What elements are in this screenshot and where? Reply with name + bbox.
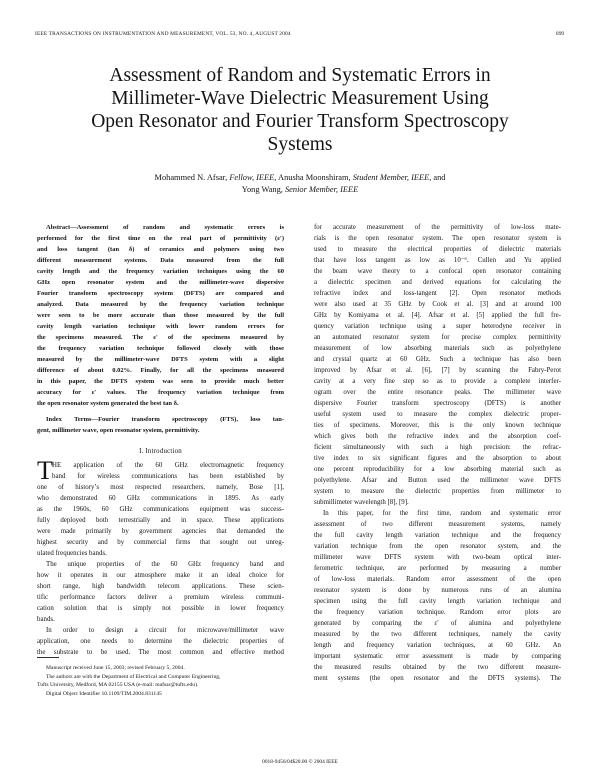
body-line: ferometric technique, are performed by measuring a number xyxy=(314,565,561,572)
abstract-line: GHz open resonator system and the millimeter-wave dispersive xyxy=(37,279,284,286)
author-affiliation: Senior Member, IEEE xyxy=(284,185,359,194)
body-line: resonator system is done by numerous runs of an alumina xyxy=(314,587,561,594)
body-line: ties of specimens. Moreover, this is the only known technique xyxy=(314,422,561,429)
abstract-line: analyzed. Data measured by the frequency variation technique xyxy=(37,301,284,308)
abstract-line: the frequency variation technique followed closely with those xyxy=(37,345,284,352)
body-line: the frequency variation technique. Random error plots are xyxy=(314,609,561,616)
body-line: In order to design a circuit for microwave/millimeter wave xyxy=(46,627,284,634)
body-line: as the 1960s, 60 GHz communications equipment was success- xyxy=(37,506,284,513)
body-line: the beam wave theory to a confocal open resonator containing xyxy=(314,268,561,275)
abstract-line: cavity length and the frequency variation techniques using the 60 xyxy=(37,268,284,275)
body-line: used to measure the electrical properties of dielectric materials xyxy=(314,246,561,253)
section-heading: I. Introduction xyxy=(139,448,182,455)
body-line: tific performance factors deliver a premium wireless communi- xyxy=(37,594,284,601)
body-line: a dielectric specimen and derived equations for calculating the xyxy=(314,279,561,286)
body-line: polyethylene. Afsar and Button used the millimeter wave DFTS xyxy=(314,477,561,484)
body-line: the measured results obtained by the two different measure- xyxy=(314,664,561,671)
body-line: GHz by Komiyama et al. [4]. Afsar et al. [5] applied the full fre- xyxy=(314,312,561,319)
footnote-rule xyxy=(37,657,59,658)
abstract-line: accuracy for ε′ values. The frequency variation technique from xyxy=(37,389,284,396)
body-line: ment systems (the open resonator and the DFTS systems). The xyxy=(314,675,561,682)
body-line: measured by the two different techniques, namely the cavity xyxy=(314,631,561,638)
index-terms-line: Index Terms—Fourier transform spectroscopy (FTS), loss tan- xyxy=(46,416,284,423)
body-line: fully deployed both terrestrially and in space. These applications xyxy=(37,517,284,524)
copyright-footer: 0018-9456/04$20.00 © 2004 IEEE xyxy=(262,759,338,765)
abstract-line: Abstract—Assessment of random and systematic errors is xyxy=(46,224,284,231)
body-line: for accurate measurement of the permittivity of low-loss mate- xyxy=(314,224,561,231)
author-name: Mohammed N. Afsar, xyxy=(154,173,228,182)
body-line: application, one needs to determine the dielectric properties of xyxy=(37,638,284,645)
body-line: variation technique from the open resonator system, and the xyxy=(314,543,561,550)
body-line: useful system used to measure the complex dielectric proper- xyxy=(314,411,561,418)
body-line: an automated resonator system for precise complex permittivity xyxy=(314,334,561,341)
body-line: assessment of two different measurement systems, namely xyxy=(314,521,561,528)
body-line: one percent reproducibility for a low absorbing material such as xyxy=(314,466,561,473)
abstract-line: different measurement systems. Data measured from the full xyxy=(37,257,284,264)
body-line: who demonstrated 60 GHz communications in 1895. As early xyxy=(37,495,284,502)
title-line: Assessment of Random and Systematic Errors in xyxy=(109,65,491,86)
abstract-line: the specimens measured. The ε′ of the specimens measured by xyxy=(37,334,284,341)
abstract-line: cavity length variation technique with lower random errors for xyxy=(37,323,284,330)
body-line: HE application of the 60 GHz electromagnetic frequency xyxy=(52,462,284,469)
body-line: cavity at a very fine step so as to provide a complete interfer- xyxy=(314,378,561,385)
body-line: that have loss tangent as low as 10⁻⁶. Cullen and Yu applied xyxy=(314,257,561,264)
body-line: highest security and by commercial firms that sought out unreg- xyxy=(37,539,284,546)
author-affiliation: Student Member, IEEE, xyxy=(352,173,432,182)
body-line: The unique properties of the 60 GHz frequency band and xyxy=(46,561,284,568)
body-line: band for wireless communications has been established by xyxy=(52,473,284,480)
body-line: improved by Afsar et al. [6], [7] by scanning the Fabry-Perot xyxy=(314,367,561,374)
body-line: measurement of low absorbing materials such as polyethylene xyxy=(314,345,561,352)
abstract-line: were seen to be more accurate than those measured by the full xyxy=(37,312,284,319)
body-line: tive index to six significant figures and the absorption to about xyxy=(314,455,561,462)
body-line: the substrate to be used. The most common and effective method xyxy=(37,649,284,656)
journal-header: IEEE TRANSACTIONS ON INSTRUMENTATION AND MEASUREMENT, VOL. 53, NO. 4, AUGUST 2004 xyxy=(35,31,291,37)
title-line: Millimeter-Wave Dielectric Measurement Using xyxy=(111,88,489,109)
title-line: Systems xyxy=(267,134,333,155)
abstract-line: and loss tangent (tan δ) of ceramics and polymers using two xyxy=(37,246,284,253)
body-line: quency variation technique using a super heterodyne receiver in xyxy=(314,323,561,330)
body-line: important systematic error assessment is made by comparing xyxy=(314,653,561,660)
body-line: how it operates in our atmosphere make it an ideal choice for xyxy=(37,572,284,579)
body-line: ogram over the entire resonance peaks. The millimeter wave xyxy=(314,389,561,396)
body-line: rials is the open resonator system. The open resonator system is xyxy=(314,235,561,242)
page-number: 899 xyxy=(556,31,565,37)
body-line: ficient simultaneously with such a high precision: the refrac- xyxy=(314,444,561,451)
abstract-line: the open resonator system generated the best tan δ. xyxy=(37,400,179,407)
body-line: bands. xyxy=(37,616,55,623)
author-affiliation: Fellow, IEEE, xyxy=(229,173,277,182)
body-line: length and frequency variation techniques, at 60 GHz. An xyxy=(314,642,561,649)
body-line: generated by comparing the ε′ of alumina and polyethylene xyxy=(314,620,561,627)
body-line: dispersive Fourier transform spectroscopy (DFTS) is another xyxy=(314,400,561,407)
index-terms-line: gent, millimeter wave, open resonator system, permittivity. xyxy=(37,427,200,434)
abstract-line: Fourier transform spectroscopy system (DFTS) are compared and xyxy=(37,290,284,297)
body-line: ulated frequencies bands. xyxy=(37,550,107,557)
abstract-line: in this paper, the DFTS system was seen to provide much better xyxy=(37,378,284,385)
author-line xyxy=(0,174,600,182)
footnote-line: Tufts University, Medford, MA 02155 USA (e-mail: mafsar@tufts.edu). xyxy=(37,682,199,688)
abstract-line: performed for the first time on the real part of permittivity (ε′) xyxy=(37,235,284,242)
drop-cap: T xyxy=(37,456,53,485)
footnote-line: Manuscript received June 15, 2003; revised February 5, 2004. xyxy=(46,665,185,671)
body-line: specimen using the full cavity length variation technique and xyxy=(314,598,561,605)
title-line: Open Resonator and Fourier Transform Spectroscopy xyxy=(91,111,509,132)
body-line: one of history’s most respected researchers, namely, Bose [1], xyxy=(37,484,284,491)
author-line xyxy=(0,186,600,194)
body-line: which gives both the refractive index and the absorption coef- xyxy=(314,433,561,440)
author-name: Yong Wang, xyxy=(241,185,283,194)
author-conjunction: and xyxy=(433,173,446,182)
body-line: cation solution that is simply not possible in lower frequency xyxy=(37,605,284,612)
body-line: were made primarily by government agencies that demanded the xyxy=(37,528,284,535)
body-line: of low-loss materials. Random error assessment of the open xyxy=(314,576,561,583)
body-line: the full cavity length variation technique and the frequency xyxy=(314,532,561,539)
footnote-line: Digital Object Identifier 10.1109/TIM.2004.831145 xyxy=(46,691,162,697)
body-line: millimeter wave DFTS system with two-beam optical inter- xyxy=(314,554,561,561)
author-name: Anusha Moonshiram, xyxy=(278,173,351,182)
body-line: were also used at 35 GHz by Cook et al. [3] and at around 100 xyxy=(314,301,561,308)
footnote-line: The authors are with the Department of Electrical and Computer Engineering, xyxy=(46,674,221,680)
abstract-line: difference of about 0.02%. Finally, for all the specimens measured xyxy=(37,367,284,374)
body-line: refractive index and loss-tangent [2]. Open resonator methods xyxy=(314,290,561,297)
body-line: and crystal quartz at 60 GHz. Such a technique has also been xyxy=(314,356,561,363)
abstract-line: measured by the millimeter-wave DFTS system with a slight xyxy=(37,356,284,363)
body-line: In this paper, for the first time, random and systematic error xyxy=(323,510,561,517)
body-line: short range, high bandwidth telecom applications. These scien- xyxy=(37,583,284,590)
body-line: submillimeter wavelength [8], [9]. xyxy=(314,499,409,506)
body-line: system to measure the dielectric properties from millimeter to xyxy=(314,488,561,495)
